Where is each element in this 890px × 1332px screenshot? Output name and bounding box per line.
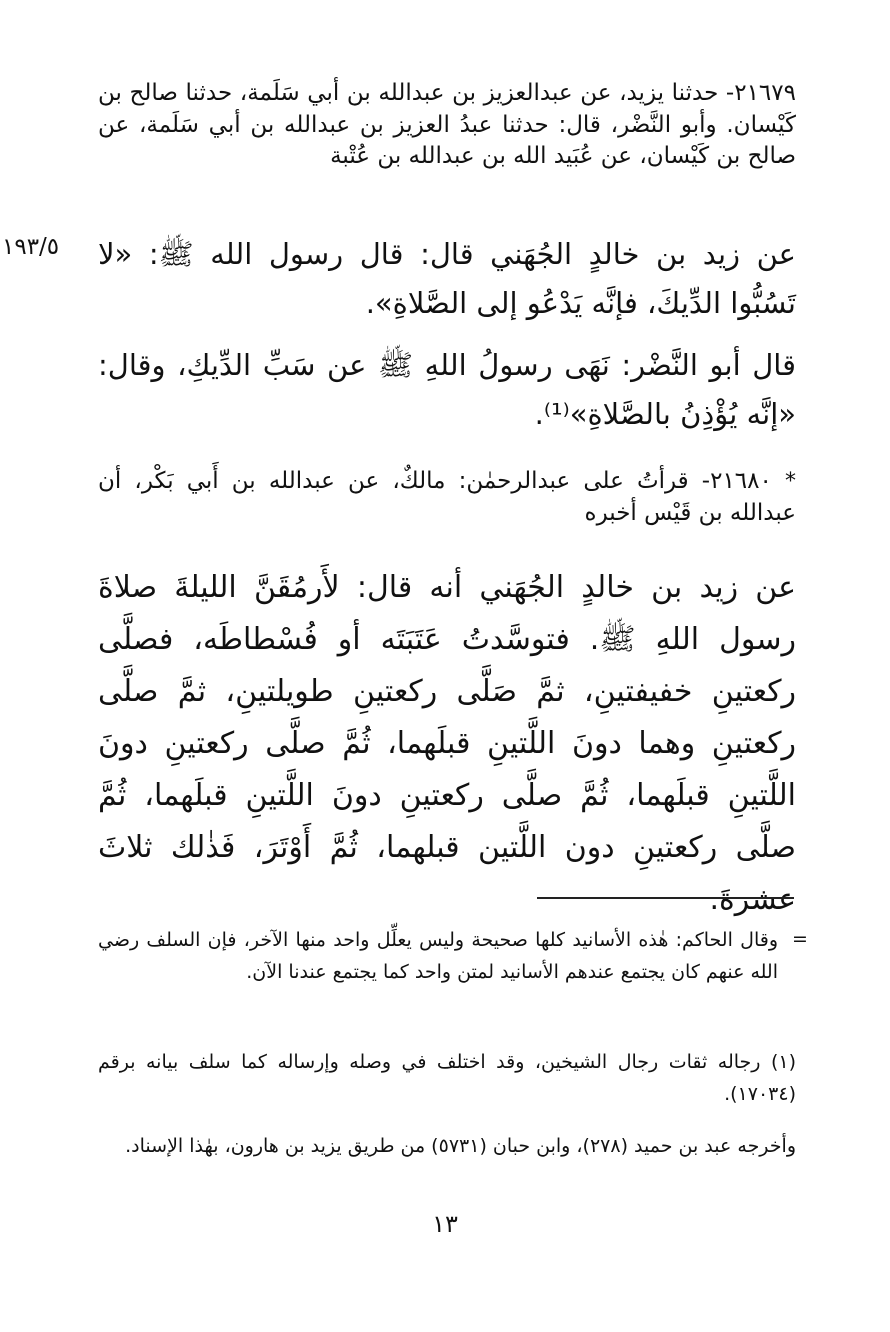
footnote-continuation: وقال الحاكم: هٰذه الأسانيد كلها صحيحة وليس يعلِّل واحد منها الآخر، فإن السلف رضي الله عنهم كان يجتمع عندهم الأسانيد لمتن واحد كما يجتمع عندنا الآن.: [98, 929, 778, 983]
footnote-separator: [537, 897, 794, 899]
footnote-1-continuation: وأخرجه عبد بن حميد (٢٧٨)، وابن حبان (٥٧٣١) من طريق يزيد بن هارون، بهٰذا الإسناد.: [125, 1135, 796, 1157]
page-number: ١٣: [432, 1210, 458, 1238]
footnote-1: (١) رجاله ثقات رجال الشيخين، وقد اختلف في وصله وإرساله كما سلف بيانه برقم (١٧٠٣٤).: [98, 1051, 796, 1105]
hadith-21680-matn: عن زيد بن خالدٍ الجُهَني أنه قال: لأَرمُقَنَّ الليلةَ صلاةَ رسول اللهِ ﷺ. فتوسَّدتُ عَتَبَتَه أو فُسْطاطَه، فصلَّى ركعتينِ خفيفتينِ، ثمَّ صَلَّى ركعتينِ طويلتينِ، ثمَّ صلَّى ركعتينِ وهما دونَ اللَّتينِ قبلَهما، ثُمَّ صلَّى ركعتينِ دونَ اللَّتينِ قبلَهما، ثُمَّ صلَّى ركعتينِ دونَ اللَّتينِ قبلَهما، ثُمَّ صلَّى ركعتينِ دون اللَّتين قبلهما، ثُمَّ أَوْتَرَ، فَذٰلك ثلاثَ عشرةَ.: [98, 570, 796, 917]
footnote-continuation-marker: =: [792, 928, 808, 950]
hadith-21680-isnad-paragraph: [98, 466, 796, 529]
addition-star-marker: *: [785, 469, 796, 494]
hadith-21680-isnad: ٢١٦٨٠- قرأتُ على عبدالرحمٰن: مالكٌ، عن عبدالله بن أَبي بَكْر، أن عبدالله بن قَيْس أخبره: [98, 468, 796, 526]
hadith-21679-alt-matn: قال أبو النَّضْر: نَهَى رسولُ اللهِ ﷺ عن سَبِّ الدِّيكِ، وقال: «إنَّه يُؤْذِنُ بالصَّلاةِ»⁽¹⁾.: [98, 348, 796, 431]
margin-volume-page-reference: ١٩٣/٥: [2, 234, 60, 260]
hadith-21679-isnad: ٢١٦٧٩- حدثنا يزيد، عن عبدالعزيز بن عبدالله بن أبي سَلَمة، حدثنا صالح بن كَيْسان. وأبو النَّضْر، قال: حدثنا عبدُ العزيز بن عبدالله بن أبي سَلَمة، عن صالح بن كَيْسان، عن عُبَيد الله بن عبدالله بن عُتْبة: [98, 80, 796, 169]
hadith-21679-matn: عن زيد بن خالدٍ الجُهَني قال: قال رسول الله ﷺ: «لا تَسُبُّوا الدِّيكَ، فإنَّه يَدْعُو إلى الصَّلاةِ».: [98, 237, 796, 320]
